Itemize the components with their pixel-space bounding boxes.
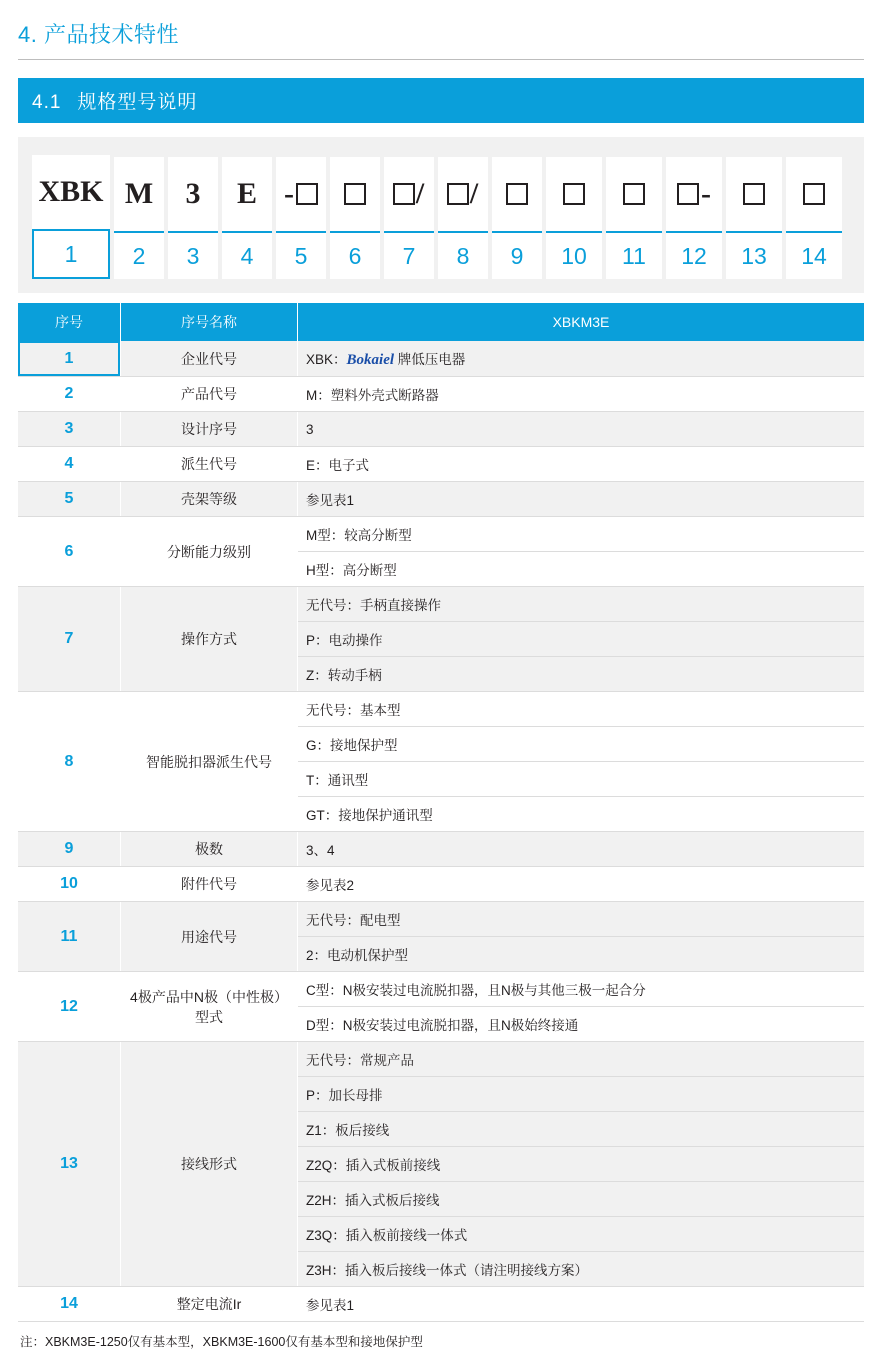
row-value: 参见表1 — [298, 482, 865, 517]
code-index-3: 3 — [168, 231, 218, 279]
table-row — [18, 341, 864, 377]
header-name: 序号名称 — [121, 303, 298, 341]
table-row — [18, 377, 864, 412]
code-symbol-2: M — [124, 177, 154, 210]
subsection-number: 4.1 — [32, 92, 62, 113]
code-cell-10 — [546, 157, 602, 279]
footnote: 注：XBKM3E-1250仅有基本型，XBKM3E-1600仅有基本型和接地保护型 — [20, 1335, 423, 1349]
code-cell-9 — [492, 157, 542, 279]
row-value: M：塑料外壳式断路器 — [298, 377, 865, 412]
code-symbol-14 — [786, 157, 842, 231]
row-name: 企业代号 — [121, 341, 298, 377]
table-row — [18, 692, 864, 727]
row-value: G：接地保护型 — [298, 727, 865, 762]
code-cell-7 — [384, 157, 434, 279]
row-value: T：通讯型 — [298, 762, 865, 797]
table-row — [18, 902, 864, 937]
code-cell-6 — [330, 157, 380, 279]
header-model: XBKM3E — [298, 303, 865, 341]
code-cell-14 — [786, 157, 842, 279]
row-value: Z3Q：插入板前接线一体式 — [298, 1217, 865, 1252]
row-index: 12 — [18, 972, 121, 1042]
code-cell-13 — [726, 157, 782, 279]
row-name: 附件代号 — [121, 867, 298, 902]
code-cell-1 — [32, 155, 110, 279]
code-symbol-13 — [726, 157, 782, 231]
table-row — [18, 447, 864, 482]
table-header-row — [18, 303, 864, 341]
code-index-12: 12 — [666, 231, 722, 279]
row-value: D型：N极安装过电流脱扣器，且N极始终接通 — [298, 1007, 865, 1042]
code-index-4: 4 — [222, 231, 272, 279]
code-symbol-8: / — [438, 157, 488, 231]
row-index: 8 — [18, 692, 121, 832]
header-index: 序号 — [18, 303, 121, 341]
code-cell-4 — [222, 157, 272, 279]
code-index-8: 8 — [438, 231, 488, 279]
code-index-14: 14 — [786, 231, 842, 279]
table-row — [18, 517, 864, 552]
row-name: 壳架等级 — [121, 482, 298, 517]
row-value: M型：较高分断型 — [298, 517, 865, 552]
code-index-13: 13 — [726, 231, 782, 279]
row-value: Z：转动手柄 — [298, 657, 865, 692]
code-cell-12 — [666, 157, 722, 279]
table-row — [18, 972, 864, 1007]
table-row — [18, 832, 864, 867]
row-value: Z2Q：插入式板前接线 — [298, 1147, 865, 1182]
row-name: 接线形式 — [121, 1042, 298, 1287]
row-value: 参见表1 — [298, 1287, 865, 1322]
row-value: XBK：Bokaiel 牌低压电器 — [298, 341, 865, 377]
row-name: 智能脱扣器派生代号 — [121, 692, 298, 832]
row-value: Z1：板后接线 — [298, 1112, 865, 1147]
row-index: 1 — [18, 341, 121, 377]
code-symbol-3: 3 — [185, 177, 201, 210]
row-index: 6 — [18, 517, 121, 587]
table-row — [18, 482, 864, 517]
table-row — [18, 412, 864, 447]
row-value: 3、4 — [298, 832, 865, 867]
row-value: 2：电动机保护型 — [298, 937, 865, 972]
table-row — [18, 1042, 864, 1077]
code-index-1: 1 — [32, 229, 110, 279]
row-name: 整定电流Ir — [121, 1287, 298, 1322]
row-index: 3 — [18, 412, 121, 447]
code-cell-8 — [438, 157, 488, 279]
code-cell-3 — [168, 157, 218, 279]
row-value: P：电动操作 — [298, 622, 865, 657]
row-value: H型：高分断型 — [298, 552, 865, 587]
code-index-6: 6 — [330, 231, 380, 279]
row-index: 2 — [18, 377, 121, 412]
code-index-2: 2 — [114, 231, 164, 279]
code-symbol-12: - — [666, 157, 722, 231]
row-name: 操作方式 — [121, 587, 298, 692]
row-name: 极数 — [121, 832, 298, 867]
row-name: 派生代号 — [121, 447, 298, 482]
row-index: 13 — [18, 1042, 121, 1287]
code-cell-11 — [606, 157, 662, 279]
subsection-title: 规格型号说明 — [77, 92, 198, 113]
row-index: 14 — [18, 1287, 121, 1322]
code-index-11: 11 — [606, 231, 662, 279]
code-symbol-4: E — [236, 177, 257, 210]
row-value: C型：N极安装过电流脱扣器，且N极与其他三极一起合分 — [298, 972, 865, 1007]
row-index: 11 — [18, 902, 121, 972]
page-title: 4. 产品技术特性 — [18, 22, 179, 47]
row-index: 7 — [18, 587, 121, 692]
row-name: 设计序号 — [121, 412, 298, 447]
code-symbol-10 — [546, 157, 602, 231]
row-value: 无代号：手柄直接操作 — [298, 587, 865, 622]
code-symbol-5: - — [276, 157, 326, 231]
code-cell-2 — [114, 157, 164, 279]
code-index-5: 5 — [276, 231, 326, 279]
code-cell-5 — [276, 157, 326, 279]
table-row — [18, 867, 864, 902]
row-index: 5 — [18, 482, 121, 517]
row-name: 产品代号 — [121, 377, 298, 412]
code-index-9: 9 — [492, 231, 542, 279]
code-symbol-9 — [492, 157, 542, 231]
code-symbol-6 — [330, 157, 380, 231]
code-index-7: 7 — [384, 231, 434, 279]
row-value: Z3H：插入板后接线一体式（请注明接线方案） — [298, 1252, 865, 1287]
row-value: 无代号：常规产品 — [298, 1042, 865, 1077]
row-index: 10 — [18, 867, 121, 902]
code-index-10: 10 — [546, 231, 602, 279]
table-row — [18, 1287, 864, 1322]
row-value: GT：接地保护通讯型 — [298, 797, 865, 832]
code-symbol-11 — [606, 157, 662, 231]
code-symbol-1: XBK — [38, 175, 104, 208]
table-row — [18, 587, 864, 622]
title-divider — [18, 59, 864, 60]
brand-name: Bokaiel — [346, 352, 395, 368]
row-value: Z2H：插入式板后接线 — [298, 1182, 865, 1217]
code-symbol-7: / — [384, 157, 434, 231]
model-code-panel — [18, 137, 864, 293]
spec-table — [18, 303, 864, 1322]
row-index: 4 — [18, 447, 121, 482]
row-name: 分断能力级别 — [121, 517, 298, 587]
row-name: 4极产品中N极（中性极）型式 — [121, 972, 298, 1042]
subsection-header — [18, 78, 864, 123]
row-name: 用途代号 — [121, 902, 298, 972]
row-value: E：电子式 — [298, 447, 865, 482]
row-value: 无代号：配电型 — [298, 902, 865, 937]
row-value: 3 — [298, 412, 865, 447]
model-code-row — [28, 155, 854, 279]
row-index: 9 — [18, 832, 121, 867]
row-value: 参见表2 — [298, 867, 865, 902]
row-value: P：加长母排 — [298, 1077, 865, 1112]
row-value: 无代号：基本型 — [298, 692, 865, 727]
